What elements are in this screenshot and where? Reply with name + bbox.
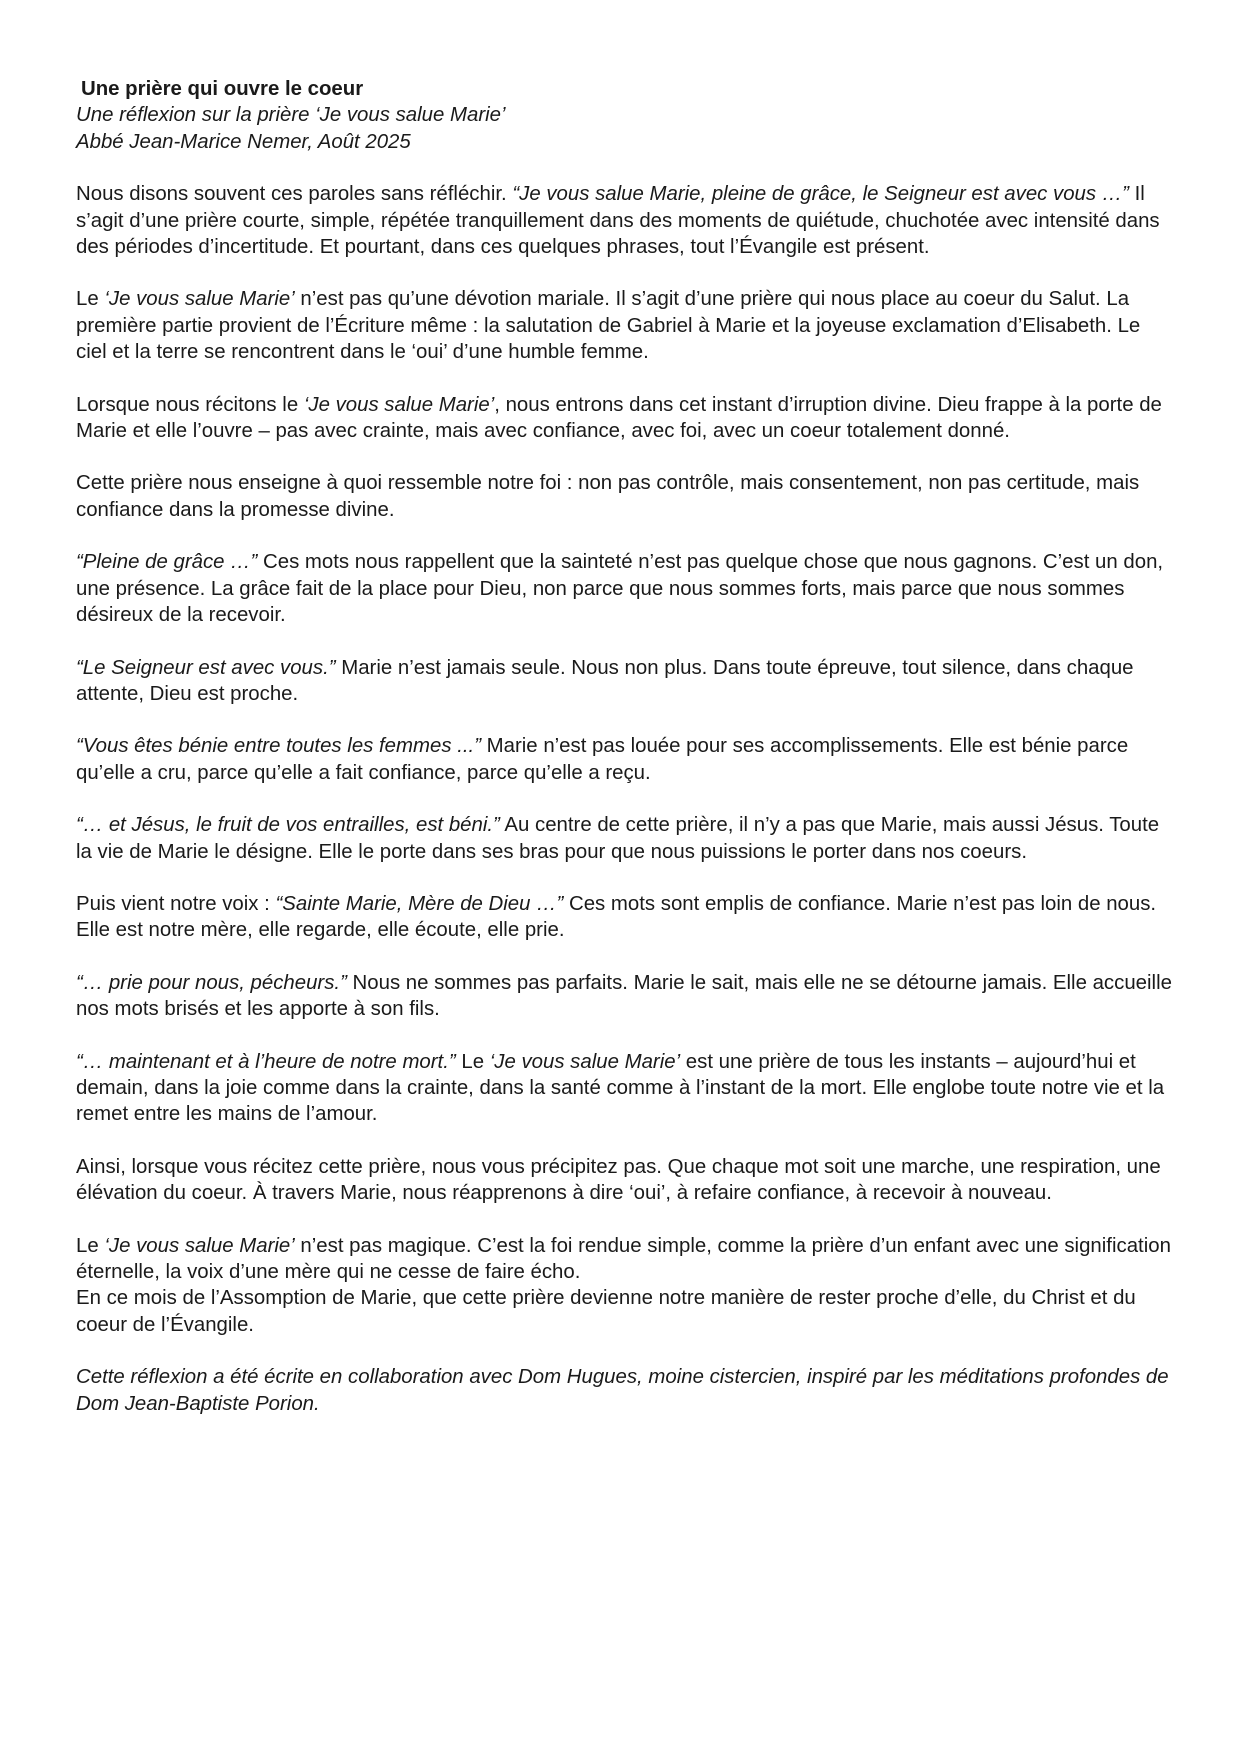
prayer-quote: “Le Seigneur est avec vous.” <box>76 656 336 679</box>
author-line: Abbé Jean-Marice Nemer, Août 2025 <box>76 130 411 153</box>
paragraph-text: Marie n’est pas louée pour ses accomplissements. Elle est bénie parce qu’elle a cru, parce qu’elle a fait confiance, parce qu’elle a reçu. <box>76 735 1129 784</box>
paragraph-10 <box>76 970 1176 1023</box>
document-page <box>76 76 1176 1443</box>
paragraph-text: n’est pas qu’une dévotion mariale. Il s’agit d’une prière qui nous place au coeur du Salut. La première partie provient de l’Écriture même : la salutation de Gabriel à Marie et la joyeuse exclamation d’Elisabeth. Le ciel et la terre se rencontrent dans le ‘oui’ d’une humble femme. <box>76 288 1141 364</box>
paragraph-text: Ces mots sont emplis de confiance. Marie n’est pas loin de nous. Elle est notre mère, elle regarde, elle écoute, elle prie. <box>76 892 1157 942</box>
prayer-quote: “Sainte Marie, Mère de Dieu …” <box>275 892 564 915</box>
paragraph-text: Marie n’est jamais seule. Nous non plus. Dans toute épreuve, tout silence, dans chaque attente, Dieu est proche. <box>76 656 1134 705</box>
closing-note: Cette réflexion a été écrite en collaboration avec Dom Hugues, moine cistercien, inspiré par les méditations profondes de Dom Jean-Baptiste Porion. <box>76 1366 1169 1415</box>
paragraph-9 <box>76 891 1176 944</box>
paragraph-8 <box>76 812 1176 865</box>
document-title: Une prière qui ouvre le coeur <box>81 78 364 100</box>
paragraph-12: Ainsi, lorsque vous récitez cette prière, nous vous précipitez pas. Que chaque mot soit une marche, une respiration, une élévation du coeur. À travers Marie, nous réapprenons à dire ‘oui’, à refaire confiance, à recevoir à nouveau. <box>76 1155 1161 1205</box>
paragraph-11 <box>76 1049 1176 1128</box>
prayer-quote: ‘Je vous salue Marie’ <box>104 288 295 311</box>
paragraph-text: Nous disons souvent ces paroles sans réfléchir. <box>76 183 507 206</box>
paragraph-3 <box>76 392 1176 445</box>
paragraph-text: Le <box>76 1234 99 1257</box>
prayer-quote: “… maintenant et à l’heure de notre mort.” <box>76 1050 456 1073</box>
paragraph-14: En ce mois de l’Assomption de Marie, que cette prière devienne notre manière de rester proche d’elle, du Christ et du coeur de l’Évangile. <box>76 1287 1136 1336</box>
paragraph-5 <box>76 549 1176 628</box>
paragraph-7 <box>76 733 1176 786</box>
paragraph-text: Il s’agit d’une prière courte, simple, répétée tranquillement dans des moments de quiétude, chuchotée avec intensité dans des périodes d’incertitude. Et pourtant, dans ces quelques phrases, tout l’Évangile est présent. <box>76 183 1160 259</box>
prayer-quote: “… et Jésus, le fruit de vos entrailles, est béni.” <box>76 814 500 837</box>
paragraph-13 <box>76 1233 1176 1286</box>
document-header <box>76 76 1176 155</box>
paragraph-text: Ces mots nous rappellent que la sainteté n’est pas quelque chose que nous gagnons. C’est un don, une présence. La grâce fait de la place pour Dieu, non parce que nous sommes forts, mais parce que nous sommes désireux de la recevoir. <box>76 551 1164 627</box>
paragraph-text: Le <box>76 288 99 311</box>
document-subtitle: Une réflexion sur la prière ‘Je vous salue Marie’ <box>76 104 506 127</box>
prayer-quote: ‘Je vous salue Marie’ <box>489 1050 681 1073</box>
paragraph-text: Le <box>455 1050 485 1073</box>
paragraph-1 <box>76 181 1176 260</box>
prayer-quote: “Je vous salue Marie, pleine de grâce, le Seigneur est avec vous …” <box>512 183 1129 206</box>
paragraph-text: Puis vient notre voix : <box>76 892 270 915</box>
paragraph-text: Lorsque nous récitons le <box>76 393 299 416</box>
prayer-quote: ‘Je vous salue Marie’ <box>104 1234 295 1257</box>
paragraph-text: n’est pas magique. C’est la foi rendue simple, comme la prière d’un enfant avec une signification éternelle, la voix d’une mère qui ne cesse de faire écho. <box>76 1234 1171 1283</box>
paragraph-2 <box>76 286 1176 365</box>
paragraph-4: Cette prière nous enseigne à quoi ressemble notre foi : non pas contrôle, mais consentement, non pas certitude, mais confiance dans la promesse divine. <box>76 472 1140 521</box>
prayer-quote: ‘Je vous salue Marie’ <box>303 393 495 416</box>
prayer-quote: “Vous êtes bénie entre toutes les femmes ...” <box>76 735 481 758</box>
paragraph-text: Nous ne sommes pas parfaits. Marie le sait, mais elle ne se détourne jamais. Elle accueille nos mots brisés et les apporte à son fils. <box>76 971 1172 1021</box>
prayer-quote: “… prie pour nous, pécheurs.” <box>76 971 347 994</box>
paragraph-6 <box>76 655 1176 708</box>
paragraph-text: , nous entrons dans cet instant d’irruption divine. Dieu frappe à la porte de Marie et elle l’ouvre – pas avec crainte, mais avec confiance, avec foi, avec un coeur totalement donné. <box>76 393 1162 443</box>
prayer-quote: “Pleine de grâce …” <box>76 551 258 574</box>
paragraph-text: Au centre de cette prière, il n’y a pas que Marie, mais aussi Jésus. Toute la vie de Marie le désigne. Elle le porte dans ses bras pour que nous puissions le porter dans nos coeurs. <box>76 814 1160 863</box>
paragraph-text: est une prière de tous les instants – aujourd’hui et demain, dans la joie comme dans la crainte, dans la santé comme à l’instant de la mort. Elle englobe toute notre vie et la remet entre les mains de l’amour. <box>76 1050 1165 1126</box>
